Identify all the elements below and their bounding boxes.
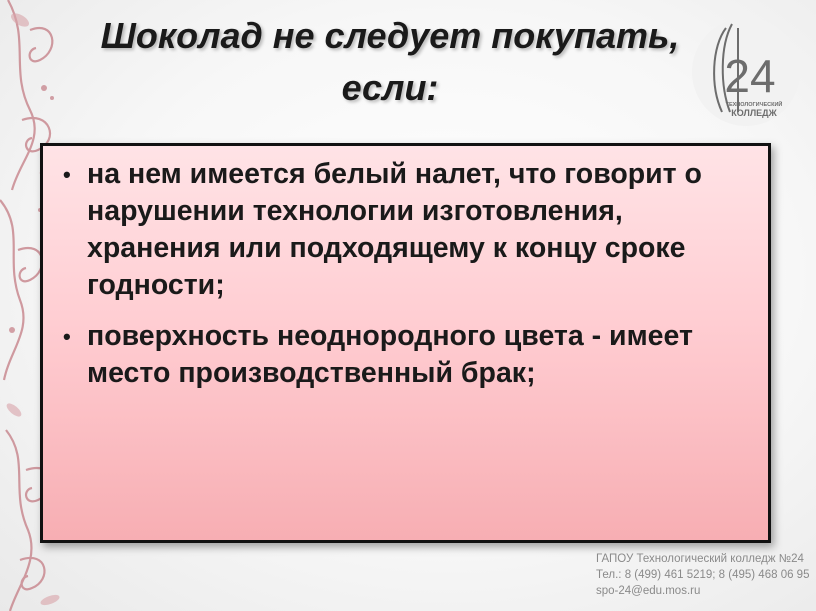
bullet-text: поверхность неоднородного цвета - имеет место производственный брак; [87, 320, 693, 389]
content-box [40, 143, 771, 543]
bullet-marker: • [63, 162, 71, 187]
footer-contacts [596, 551, 814, 599]
bullet-list [43, 146, 768, 392]
title-line-1: Шоколад не следует покупать, [100, 15, 680, 56]
bullet-text: на нем имеется белый налет, что говорит о нарушении технологии изготовления, хранения или подходящему к концу сроке годности; [87, 158, 702, 301]
logo-caption-line-2: КОЛЛЕДЖ [731, 108, 777, 118]
footer-org: ГАПОУ Технологический колледж №24 [596, 553, 804, 565]
logo-caption-line-1: ТЕХНОЛОГИЧЕСКИЙ [725, 102, 783, 108]
logo-number: 24 [724, 50, 776, 102]
list-item [63, 156, 748, 304]
list-item [63, 318, 748, 392]
footer-email: spo-24@edu.mos.ru [596, 585, 701, 597]
title-line-2: если: [341, 67, 439, 108]
slide-title [40, 10, 740, 114]
bullet-marker: • [63, 324, 71, 349]
footer-phones: Тел.: 8 (499) 461 5219; 8 (495) 468 06 95 [596, 569, 810, 581]
college-logo [692, 16, 800, 128]
